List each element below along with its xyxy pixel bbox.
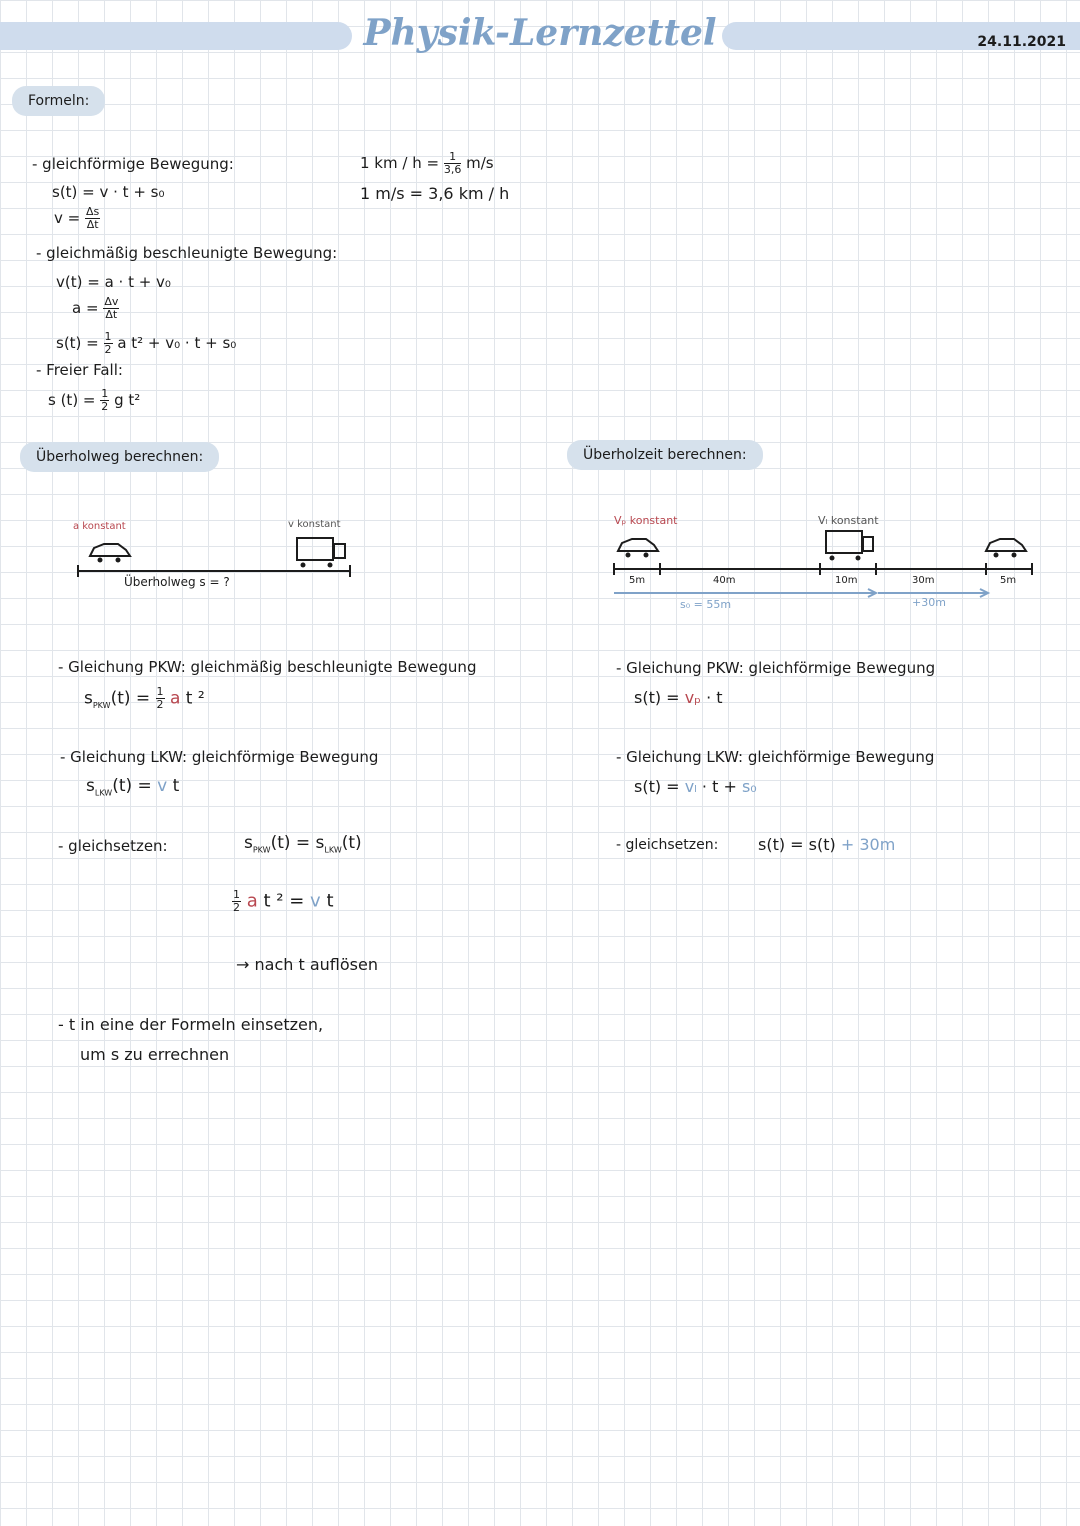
- formulas-pill: Formeln:: [12, 86, 105, 116]
- ot-eq-lkw-mid: · t +: [701, 777, 737, 796]
- ot-seg-40m: 40m: [713, 575, 736, 586]
- od-solve-note: → nach t auflösen: [236, 955, 378, 974]
- od-insert-line2: um s zu errechnen: [80, 1045, 230, 1064]
- od-equate-t2: t ² =: [263, 890, 305, 912]
- od-equate-s1: s: [244, 833, 253, 853]
- od-eq-lkw-v: v: [157, 776, 168, 796]
- fall-s-formula: [48, 388, 140, 413]
- truck-icon: [826, 531, 873, 561]
- ot-eq-lkw-s0: s₀: [741, 777, 757, 796]
- car-icon: [90, 544, 130, 563]
- ot-seg-5m-left: 5m: [629, 575, 646, 586]
- ot-truck-label: Vₗ konstant: [818, 514, 879, 527]
- conversion-ms: 1 m/s = 3,6 km / h: [360, 184, 510, 203]
- accel-title: - gleichmäßig beschleunigte Bewegung:: [36, 244, 338, 262]
- od-equate-end: (t): [341, 833, 362, 853]
- ot-diagram: [0, 0, 1, 1]
- od-equate-label: - gleichsetzen:: [58, 837, 168, 855]
- od-eq-pkw: [84, 686, 205, 711]
- od-truck-label: v konstant: [288, 519, 341, 530]
- accel-s-lhs: s(t) =: [56, 334, 99, 352]
- od-equate-sub2: LKW: [324, 845, 342, 855]
- fall-s-lhs: s (t) =: [48, 391, 96, 409]
- uniform-v-fraction: $\frac{\Delta s}{\Delta t}$: [86, 205, 100, 231]
- ot-eq-pkw-v: vₚ: [684, 688, 702, 707]
- page-title: Physik-Lernzettel: [363, 12, 717, 54]
- truck-icon: [297, 538, 345, 568]
- od-equate-t: t: [326, 890, 334, 912]
- conversion-kmh: [360, 151, 494, 176]
- accel-s-fraction: $\frac{1}{2}$: [104, 330, 112, 356]
- od-equate-a: a: [246, 890, 258, 912]
- ot-eq-pkw-title: - Gleichung PKW: gleichförmige Bewegung: [616, 659, 936, 677]
- ot-plus30-label: +30m: [912, 596, 946, 609]
- od-eq-pkw-sub: PKW: [92, 700, 111, 710]
- od-insert-line1: - t in eine der Formeln einsetzen,: [58, 1015, 324, 1034]
- uniform-v-lhs: v =: [54, 209, 81, 227]
- ot-seg-10m: 10m: [835, 575, 858, 586]
- od-eq-lkw-title: - Gleichung LKW: gleichförmige Bewegung: [60, 748, 379, 766]
- ot-seg-5m-right: 5m: [1000, 575, 1017, 586]
- fall-s-rhs: g t²: [114, 391, 141, 409]
- od-eq-pkw-title: - Gleichung PKW: gleichmäßig beschleunigte Bewegung: [58, 658, 477, 676]
- conv1-rhs: m/s: [466, 154, 494, 172]
- accel-a-fraction: $\frac{\Delta v}{\Delta t}$: [104, 295, 119, 321]
- od-eq-pkw-mid: (t) =: [110, 688, 151, 709]
- od-eq-pkw-lhs: s: [84, 688, 93, 709]
- od-eq-lkw: [86, 776, 179, 797]
- od-car-label: a konstant: [73, 521, 126, 532]
- accel-s-formula: [56, 331, 236, 356]
- accel-a-lhs: a =: [72, 299, 99, 317]
- ot-car-label: Vₚ konstant: [614, 514, 678, 527]
- ot-equate-expr: [758, 835, 895, 854]
- fall-title: - Freier Fall:: [36, 361, 123, 379]
- ot-eq-pkw-lhs: s(t) =: [634, 688, 680, 707]
- ot-s0-label: s₀ = 55m: [680, 598, 732, 611]
- od-eq-lkw-mid: (t) =: [112, 776, 152, 796]
- accel-a-formula: [72, 296, 119, 321]
- od-eq-pkw-a: a: [169, 688, 181, 709]
- overtake-distance-pill: Überholweg berechnen:: [20, 442, 219, 472]
- ot-equate-plus: + 30m: [840, 835, 896, 854]
- accel-s-rhs: a t² + v₀ · t + s₀: [117, 334, 237, 352]
- od-distance-label: Überholweg s = ?: [124, 575, 230, 589]
- overtake-time-pill: Überholzeit berechnen:: [567, 440, 763, 470]
- ot-eq-lkw-v: vₗ: [684, 777, 697, 796]
- od-eq-pkw-fraction: $\frac{1}{2}$: [156, 685, 164, 711]
- od-eq-lkw-sub: LKW: [94, 788, 113, 798]
- ot-eq-pkw: [634, 688, 723, 707]
- ot-seg-30m: 30m: [912, 575, 935, 586]
- od-eq-pkw-t: t ²: [185, 688, 205, 709]
- car-icon: [618, 539, 658, 558]
- ot-equate-main: s(t) = s(t): [758, 835, 836, 854]
- od-equate-line1: [244, 833, 362, 854]
- ot-equate-label: - gleichsetzen:: [616, 837, 719, 853]
- header-bar-left: [0, 22, 352, 50]
- car-icon: [986, 539, 1026, 558]
- fall-s-fraction: $\frac{1}{2}$: [101, 387, 109, 413]
- uniform-s-formula: s(t) = v · t + s₀: [52, 183, 165, 201]
- od-equate-mid: (t) = s: [270, 833, 325, 853]
- conv1-lhs: 1 km / h =: [360, 154, 440, 172]
- uniform-title: - gleichförmige Bewegung:: [32, 155, 234, 173]
- od-eq-lkw-lhs: s: [86, 776, 95, 796]
- od-equate-v: v: [310, 890, 321, 912]
- od-equate-sub1: PKW: [252, 845, 271, 855]
- od-equate-line2: [232, 889, 334, 914]
- ot-eq-lkw: [634, 777, 757, 796]
- ot-eq-lkw-lhs: s(t) =: [634, 777, 680, 796]
- accel-v-formula: v(t) = a · t + v₀: [56, 273, 171, 291]
- uniform-v-formula: [54, 206, 100, 231]
- od-eq-lkw-t: t: [172, 776, 180, 796]
- date-label: 24.11.2021: [977, 34, 1066, 50]
- ot-eq-lkw-title: - Gleichung LKW: gleichförmige Bewegung: [616, 748, 935, 766]
- ot-eq-pkw-rhs: · t: [706, 688, 723, 707]
- od-equate-fraction: $\frac{1}{2}$: [233, 888, 240, 914]
- conv1-fraction: $\frac{1}{3,6}$: [443, 150, 462, 176]
